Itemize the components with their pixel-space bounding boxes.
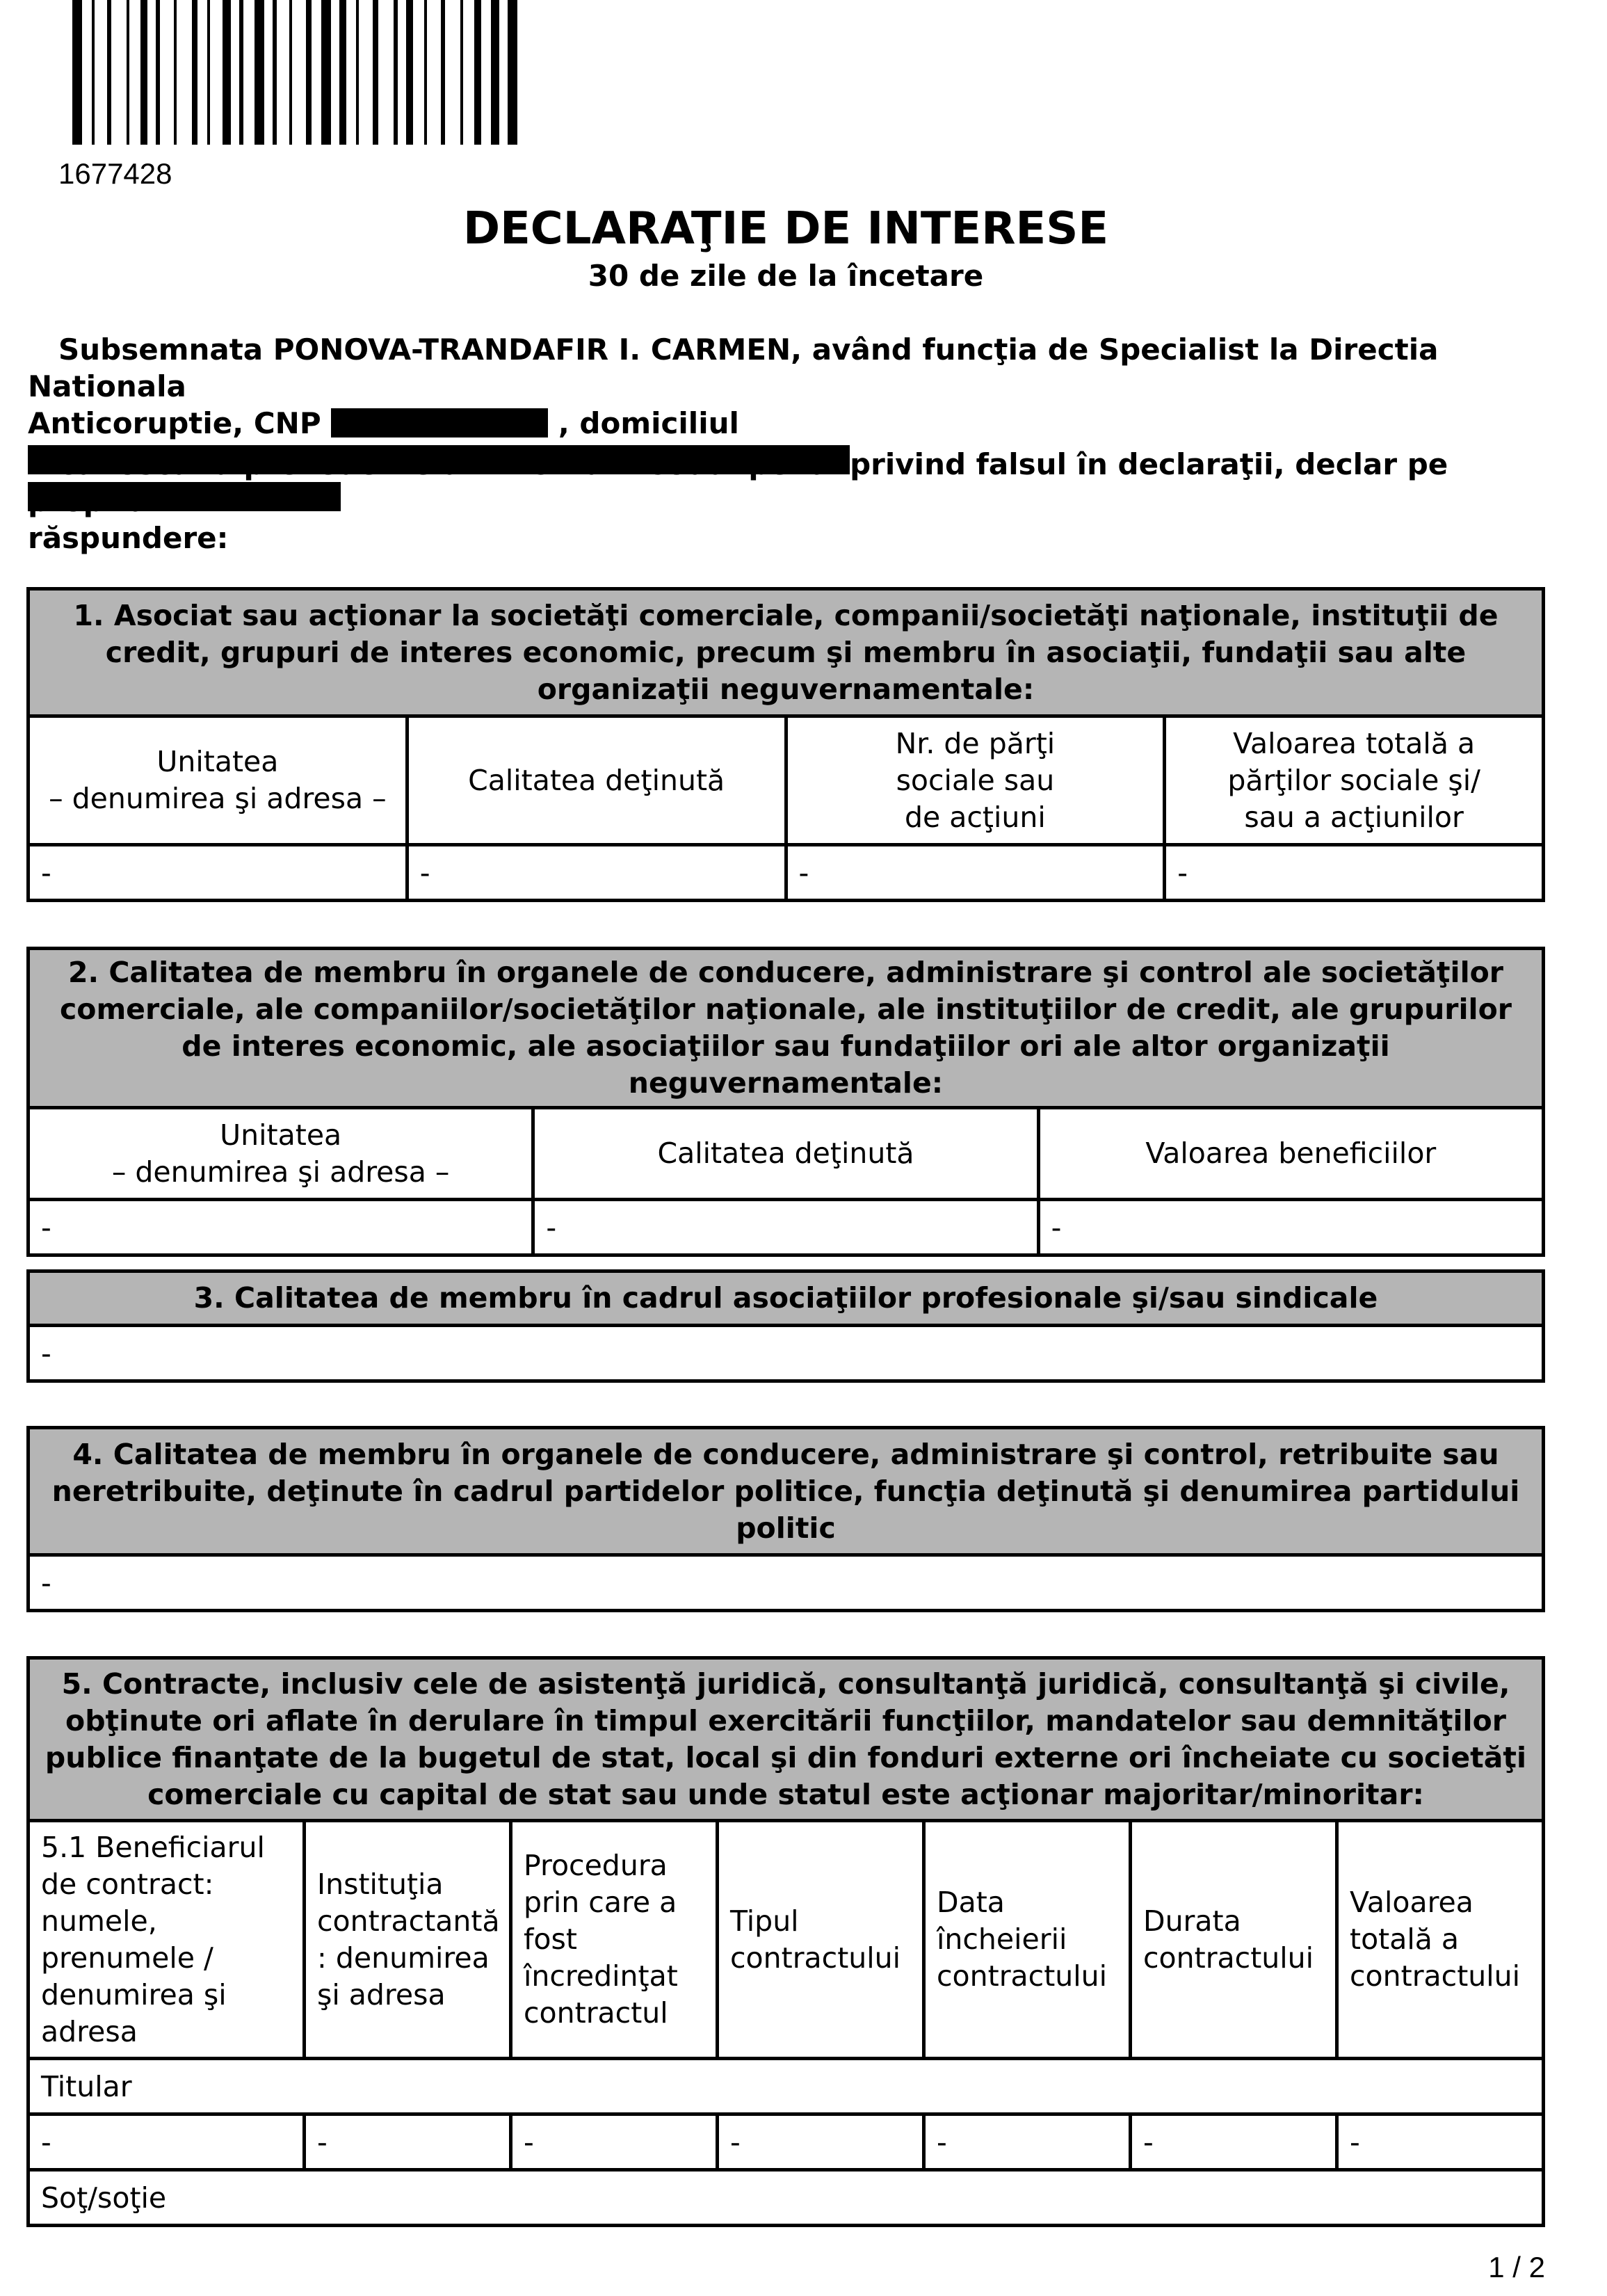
table-cell: - xyxy=(718,2114,924,2170)
table-cell: - xyxy=(924,2114,1131,2170)
barcode-bar xyxy=(192,0,197,145)
document-title: DECLARAŢIE DE INTERESE xyxy=(462,203,1109,255)
document-subtitle: 30 de zile de la încetare xyxy=(588,259,984,293)
legal-statement: cunoscând prevederile art. 292 din Codul penal privind falsul în declaraţii, declar pe propria răspundere: xyxy=(28,447,1448,555)
section2-title: 2. Calitatea de membru în organele de conducere, administrare şi control ale societăţilor comerciale, ale companiilor/societăţilor naţionale, ale instituţiilor de credit, ale grupurilor de interes economic, ale asociaţiilor sau fundaţiilor ori ale altor organizaţii neguvernamentale: xyxy=(29,949,1544,1108)
barcode-bar xyxy=(72,0,82,145)
barcode-bar xyxy=(373,0,378,145)
redacted-cnp xyxy=(331,408,548,437)
section5-col-value: Valoarea totală a contractului xyxy=(1337,1821,1544,2059)
statement-line: Subsemnata PONOVA-TRANDAFIR I. CARMEN, având funcţia de Specialist la Directia Nationala xyxy=(28,332,1439,403)
titular-label: Titular xyxy=(29,2059,1544,2114)
barcode-bar xyxy=(306,0,312,145)
table-cell: - xyxy=(29,1555,1544,1611)
section5-table xyxy=(26,1656,1545,2227)
barcode-bar xyxy=(394,0,398,145)
table-cell: - xyxy=(29,2114,305,2170)
section1-col-unit: Unitatea – denumirea şi adresa – xyxy=(29,716,407,845)
section5-col-duration: Durata contractului xyxy=(1131,1821,1337,2059)
section5-col-procedure: Procedura prin care a fost încredinţat contractul xyxy=(511,1821,718,2059)
barcode-bar xyxy=(140,0,147,145)
section5-col-institution: Instituţia contractantă : denumirea şi adresa xyxy=(305,1821,511,2059)
barcode-bar xyxy=(441,0,445,145)
barcode xyxy=(72,0,858,145)
section4-table xyxy=(26,1426,1545,1612)
barcode-bar xyxy=(207,0,210,145)
barcode-bar xyxy=(321,0,331,145)
table-cell: - xyxy=(511,2114,718,2170)
barcode-number: 1677428 xyxy=(58,157,172,190)
page-number: 1 / 2 xyxy=(1488,2251,1545,2283)
barcode-bar xyxy=(107,0,111,145)
barcode-bar xyxy=(339,0,346,145)
section5-col-type: Tipul contractului xyxy=(718,1821,924,2059)
section2-col-unit: Unitatea – denumirea şi adresa – xyxy=(29,1108,533,1200)
barcode-bar xyxy=(406,0,413,145)
barcode-bar xyxy=(491,0,499,145)
section4-title: 4. Calitatea de membru în organele de conducere, administrare şi control, retribuite sau neretribuite, deţinute în cadrul partidelor politice, funcţia deţinută şi denumirea partidului politic xyxy=(29,1428,1544,1555)
section5-col-beneficiary: 5.1 Beneficiarul de contract: numele, prenumele / denumirea şi adresa xyxy=(29,1821,305,2059)
section3-table xyxy=(26,1269,1545,1383)
statement-line-cnp: Anticoruptie, CNP , domiciliul xyxy=(28,405,1551,479)
barcode-bar xyxy=(460,0,463,145)
barcode-bar xyxy=(156,0,160,145)
barcode-bar xyxy=(424,0,427,145)
table-cell: - xyxy=(29,845,407,901)
section5-title: 5. Contracte, inclusiv cele de asistenţă juridică, consultanţă juridică, consultanţă şi civile, obţinute ori aflate în derulare în timpul exercitării funcţiilor, mandatelor sau demnităţilor publice finanţate de la bugetul de stat, local şi din fonduri externe ori încheiate cu societăţi comerciale cu capital de stat sau unde statul este acţionar majoritar/minoritar: xyxy=(29,1658,1544,1821)
table-cell: - xyxy=(1131,2114,1337,2170)
section1-table xyxy=(26,587,1545,902)
barcode-bar xyxy=(92,0,95,145)
barcode-bar xyxy=(508,0,517,145)
section1-col-quality: Calitatea deţinută xyxy=(407,716,786,845)
barcode-bar xyxy=(223,0,231,145)
section1-col-value: Valoarea totală a părţilor sociale şi/ sau a acţiunilor xyxy=(1165,716,1544,845)
section1-col-shares: Nr. de părţi sociale sau de acţiuni xyxy=(786,716,1165,845)
section3-title: 3. Calitatea de membru în cadrul asociaţiilor profesionale şi/sau sindicale xyxy=(29,1271,1544,1326)
barcode-bar xyxy=(174,0,177,145)
barcode-bar xyxy=(474,0,481,145)
barcode-bar xyxy=(239,0,243,145)
table-cell: - xyxy=(533,1200,1038,1255)
section2-col-benefits: Valoarea beneficiilor xyxy=(1038,1108,1543,1200)
section2-col-quality: Calitatea deţinută xyxy=(533,1108,1038,1200)
spouse-label: Soţ/soţie xyxy=(29,2170,1544,2226)
table-cell: - xyxy=(29,1200,533,1255)
barcode-bar xyxy=(273,0,277,145)
barcode-bar xyxy=(356,0,359,145)
table-cell: - xyxy=(1165,845,1544,901)
table-cell: - xyxy=(407,845,786,901)
table-cell: - xyxy=(29,1326,1544,1381)
table-cell: - xyxy=(305,2114,511,2170)
barcode-bar xyxy=(127,0,129,145)
section2-table xyxy=(26,947,1545,1257)
section1-title: 1. Asociat sau acţionar la societăţi comerciale, companii/societăţi naţionale, instituţii de credit, grupuri de interes economic, precum şi membru în asociaţii, fundaţii sau alte organizaţii neguvernamentale: xyxy=(29,589,1544,716)
section5-col-date: Data încheierii contractului xyxy=(924,1821,1131,2059)
table-cell: - xyxy=(1038,1200,1543,1255)
table-cell: - xyxy=(1337,2114,1544,2170)
barcode-bar xyxy=(289,0,292,145)
table-cell: - xyxy=(786,845,1165,901)
barcode-bar xyxy=(255,0,264,145)
